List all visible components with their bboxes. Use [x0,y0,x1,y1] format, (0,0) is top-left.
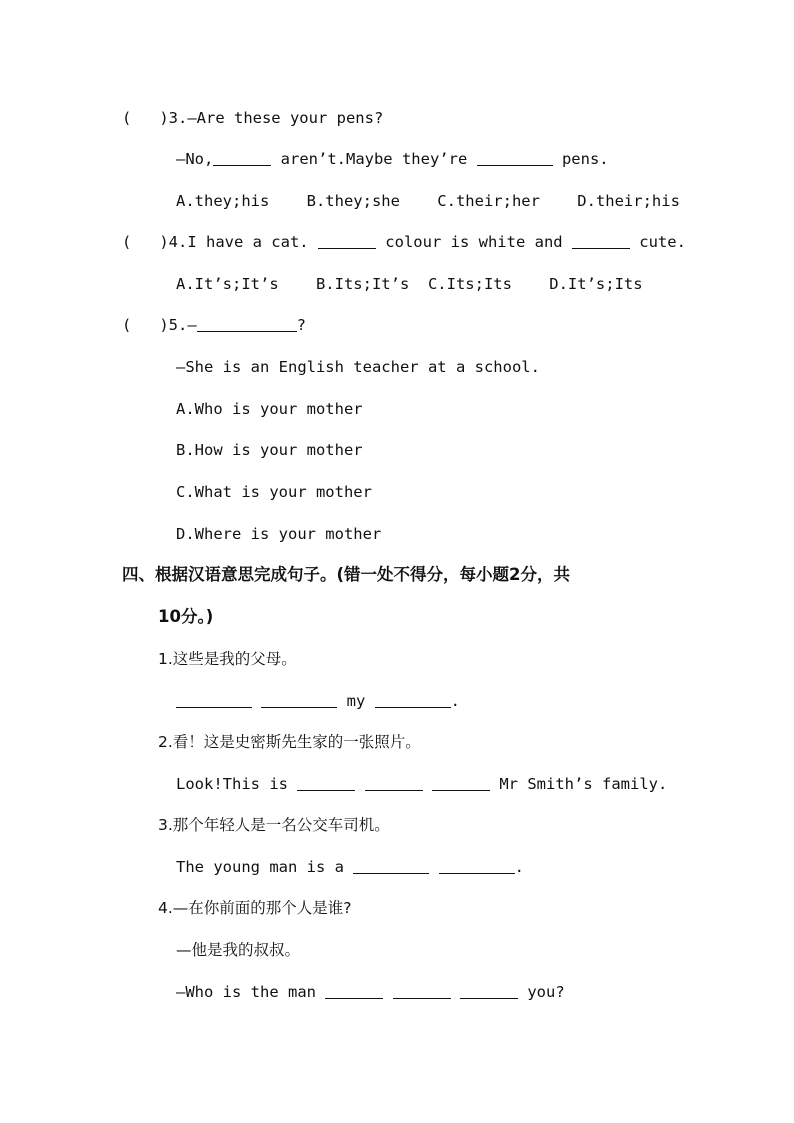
q5-option-a: A.Who is your mother [176,400,363,418]
q5-option-b: B.How is your mother [176,441,363,459]
sentence-4-chinese: 4.—在你前面的那个人是谁? [158,899,352,917]
q4-stem [122,231,686,253]
answer-blank[interactable] [176,692,252,708]
answer-blank[interactable] [432,775,490,791]
section4-heading-cont: 10分。) [158,607,214,626]
answer-blank[interactable] [297,775,355,791]
q4-options: A.It’s;It’s B.Its;It’s C.Its;Its D.It’s;Its [176,275,643,293]
answer-blank[interactable] [393,983,451,999]
q3-options: A.they;his B.they;she C.their;her D.their;his [176,192,680,210]
sentence-2-chinese: 2.看！这是史密斯先生家的一张照片。 [158,733,421,751]
s2-a: Look!This is [176,775,298,793]
section4-heading: 四、根据汉语意思完成句子。(错一处不得分，每小题2分，共 [122,565,571,584]
answer-blank[interactable] [365,775,423,791]
answer-blank[interactable] [439,858,515,874]
q3-reply-c: pens. [552,150,609,168]
q5-stem-a: ( )5.— [122,316,197,334]
s1-end: . [450,692,461,710]
answer-blank[interactable] [375,692,451,708]
s3-end: . [514,858,524,876]
q3-stem: ( )3.—Are these your pens? [122,109,384,127]
answer-blank[interactable] [213,150,271,166]
s2-b: Mr Smith’s family. [490,775,668,793]
q3-reply-b: aren’t.Maybe they’re [271,150,477,168]
q5-option-d: D.Where is your mother [176,525,382,543]
sentence-4-chinese-reply: —他是我的叔叔。 [176,941,301,959]
q4-stem-c: cute. [629,233,686,251]
answer-blank[interactable] [197,316,297,332]
answer-blank[interactable] [318,233,376,249]
answer-blank[interactable] [460,983,518,999]
q4-stem-b: colour is white and [375,233,572,251]
answer-blank[interactable] [325,983,383,999]
answer-blank[interactable] [477,150,553,166]
answer-blank[interactable] [261,692,337,708]
s3-a: The young man is a [176,858,354,876]
s4-a: —Who is the man [176,983,326,1001]
s1-mid: my [337,692,375,710]
q5-reply: —She is an English teacher at a school. [176,358,540,376]
q3-reply-a: —No, [176,150,214,168]
answer-blank[interactable] [353,858,429,874]
answer-blank[interactable] [572,233,630,249]
sentence-1-chinese: 1.这些是我的父母。 [158,650,297,668]
sentence-2-english [176,773,667,795]
q5-stem [122,314,306,336]
q3-reply [176,148,609,170]
q4-stem-a: ( )4.I have a cat. [122,233,318,251]
q5-stem-b: ? [296,316,306,334]
sentence-1-english [176,690,460,712]
sentence-3-chinese: 3.那个年轻人是一名公交车司机。 [158,816,390,834]
sentence-4-english [176,981,565,1003]
sentence-3-english [176,856,524,878]
s4-b: you? [518,983,565,1001]
q5-option-c: C.What is your mother [176,483,372,501]
